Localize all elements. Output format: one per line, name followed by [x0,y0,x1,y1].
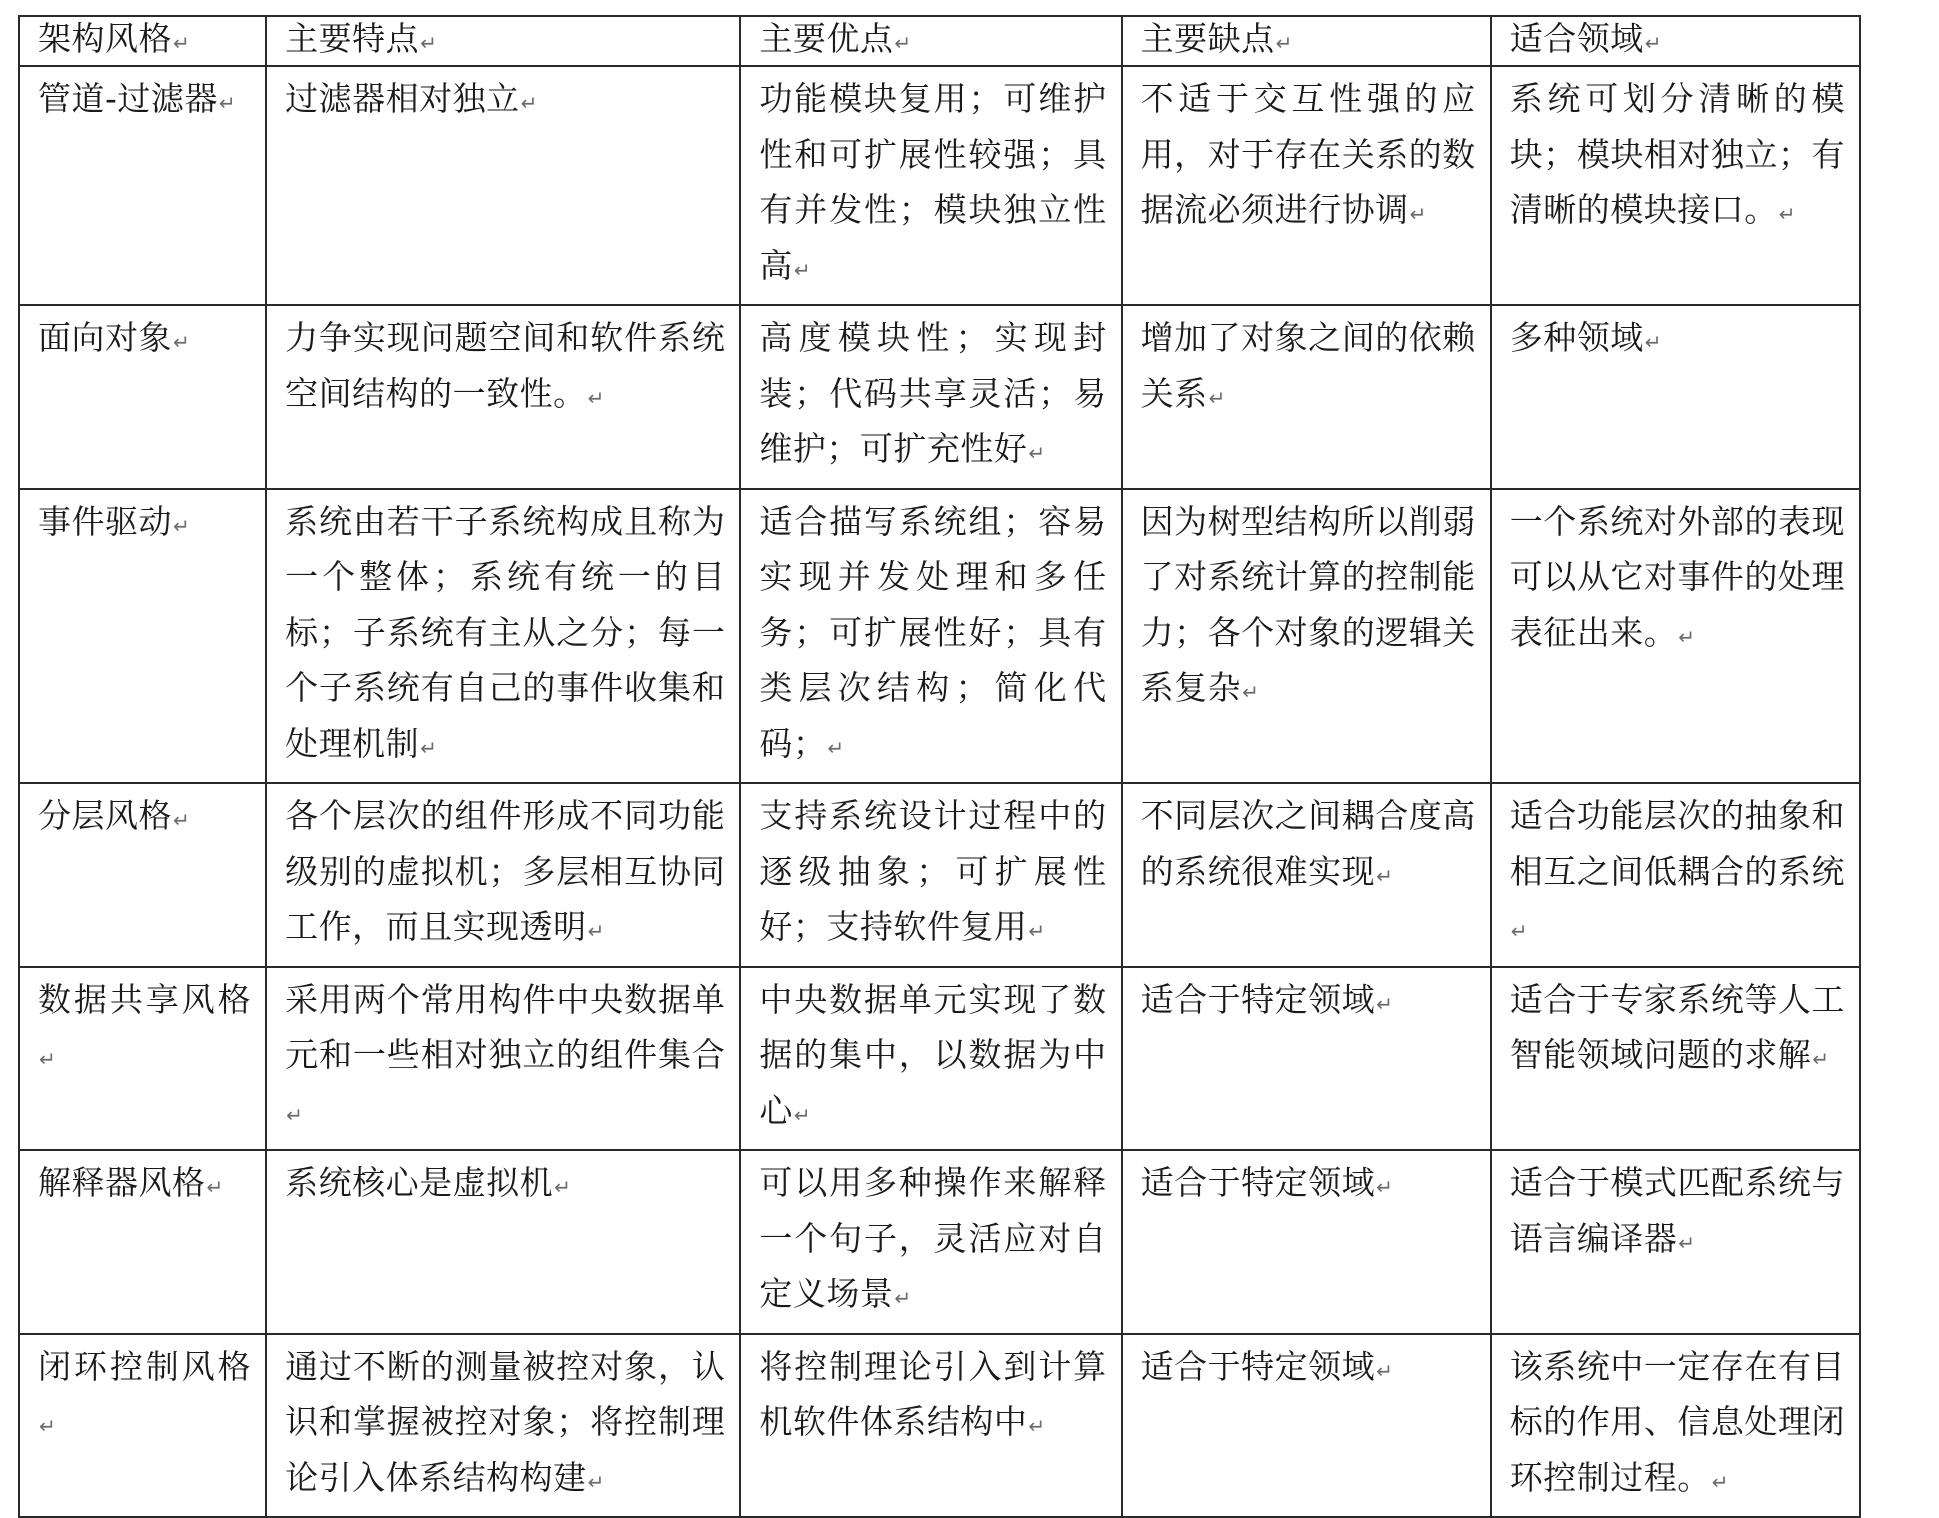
cell-features: 通过不断的测量被控对象，认识和掌握被控对象；将控制理论引入体系结构构建↵ [266,1334,740,1518]
cell-style: 管道-过滤器↵ [19,66,266,305]
paragraph-mark-icon: ↵ [286,1102,304,1127]
paragraph-mark-icon: ↵ [793,1102,812,1127]
table-row [19,967,1860,1151]
cell-style: 面向对象↵ [19,305,266,489]
paragraph-mark-icon: ↵ [1678,624,1696,649]
cell-advantages: 将控制理论引入到计算机软件体系结构中↵ [740,1334,1121,1518]
cell-advantages: 可以用多种操作来解释一个句子，灵活应对自定义场景↵ [740,1150,1121,1334]
cell-disadvantages: 适合于特定领域↵ [1122,1150,1491,1334]
paragraph-mark-icon: ↵ [1208,385,1226,410]
cell-style: 分层风格↵ [19,783,266,967]
cell-style: 闭环控制风格↵ [19,1334,266,1518]
paragraph-mark-icon: ↵ [206,1175,224,1199]
paragraph-mark-icon: ↵ [1242,680,1260,704]
paragraph-mark-icon: ↵ [173,513,191,538]
cell-disadvantages: 因为树型结构所以削弱了对系统计算的控制能力；各个对象的逻辑关系复杂↵ [1122,489,1491,784]
cell-advantages: 功能模块复用；可维护性和可扩展性较强；具有并发性；模块独立性高↵ [740,66,1121,305]
paragraph-mark-icon: ↵ [173,808,191,832]
cell-domains: 系统可划分清晰的模块；模块相对独立；有清晰的模块接口。↵ [1491,66,1860,305]
paragraph-mark-icon: ↵ [218,91,237,115]
paragraph-mark-icon: ↵ [587,919,605,943]
header-cell-disadvantages: 主要缺点↵ [1122,16,1491,66]
paragraph-mark-icon: ↵ [520,91,538,115]
cell-domains: 适合于专家系统等人工智能领域问题的求解↵ [1491,967,1860,1151]
paragraph-mark-icon: ↵ [1510,919,1529,943]
cell-features: 系统核心是虚拟机↵ [266,1150,740,1334]
paragraph-mark-icon: ↵ [39,1414,57,1438]
paragraph-mark-icon: ↵ [1376,1358,1394,1383]
cell-features: 采用两个常用构件中央数据单元和一些相对独立的组件集合↵ [266,967,740,1151]
table-row [19,66,1860,305]
paragraph-mark-icon: ↵ [39,1047,57,1071]
paragraph-mark-icon: ↵ [894,31,912,55]
cell-style: 数据共享风格↵ [19,967,266,1151]
paragraph-mark-icon: ↵ [1028,1414,1046,1438]
header-cell-features: 主要特点↵ [266,16,740,66]
table-row [19,783,1860,967]
cell-advantages: 支持系统设计过程中的逐级抽象；可扩展性好；支持软件复用↵ [740,783,1121,967]
cell-features: 力争实现问题空间和软件系统空间结构的一致性。↵ [266,305,740,489]
cell-features: 过滤器相对独立↵ [266,66,740,305]
paragraph-mark-icon: ↵ [793,257,812,282]
table-row [19,1334,1860,1518]
cell-style: 解释器风格↵ [19,1150,266,1334]
cell-features: 各个层次的组件形成不同功能级别的虚拟机；多层相互协同工作，而且实现透明↵ [266,783,740,967]
paragraph-mark-icon: ↵ [173,330,191,354]
paragraph-mark-icon: ↵ [1778,202,1797,226]
paragraph-mark-icon: ↵ [1409,202,1427,226]
cell-features: 系统由若干子系统构成且称为一个整体；系统有统一的目标；子系统有主从之分；每一个子系统有自己的事件收集和处理机制↵ [266,489,740,784]
table-row [19,1150,1860,1334]
paragraph-mark-icon: ↵ [827,735,845,760]
paragraph-mark-icon: ↵ [1711,1469,1730,1494]
cell-domains: 多种领域↵ [1491,305,1860,489]
table-row [19,305,1860,489]
cell-disadvantages: 不适于交互性强的应用，对于存在关系的数据流必须进行协调↵ [1122,66,1491,305]
paragraph-mark-icon: ↵ [1812,1047,1830,1071]
paragraph-mark-icon: ↵ [1376,863,1394,888]
cell-disadvantages: 适合于特定领域↵ [1122,1334,1491,1518]
paragraph-mark-icon: ↵ [1275,31,1293,55]
cell-domains: 适合功能层次的抽象和相互之间低耦合的系统↵ [1491,783,1860,967]
header-cell-domains: 适合领域↵ [1491,16,1860,66]
paragraph-mark-icon: ↵ [1376,991,1394,1016]
paragraph-mark-icon: ↵ [420,31,438,55]
cell-advantages: 高度模块性；实现封装；代码共享灵活；易维护；可扩充性好↵ [740,305,1121,489]
paragraph-mark-icon: ↵ [1376,1175,1394,1199]
paragraph-mark-icon: ↵ [587,385,605,410]
paragraph-mark-icon: ↵ [1028,441,1046,465]
cell-domains: 该系统中一定存在有目标的作用、信息处理闭环控制过程。↵ [1491,1334,1860,1518]
paragraph-mark-icon: ↵ [554,1175,572,1199]
table-row [19,489,1860,784]
cell-advantages: 中央数据单元实现了数据的集中，以数据为中心↵ [740,967,1121,1151]
cell-domains: 一个系统对外部的表现可以从它对事件的处理表征出来。↵ [1491,489,1860,784]
header-cell-advantages: 主要优点↵ [740,16,1121,66]
paragraph-mark-icon: ↵ [420,735,438,760]
paragraph-mark-icon: ↵ [1644,31,1663,55]
cell-disadvantages: 增加了对象之间的依赖关系↵ [1122,305,1491,489]
cell-disadvantages: 不同层次之间耦合度高的系统很难实现↵ [1122,783,1491,967]
paragraph-mark-icon: ↵ [587,1469,605,1494]
table-header-row [19,16,1860,66]
paragraph-mark-icon: ↵ [1678,1230,1696,1255]
paragraph-mark-icon: ↵ [1028,919,1046,943]
cell-disadvantages: 适合于特定领域↵ [1122,967,1491,1151]
architecture-styles-table [18,15,1861,1518]
cell-domains: 适合于模式匹配系统与语言编译器↵ [1491,1150,1860,1334]
cell-advantages: 适合描写系统组；容易实现并发处理和多任务；可扩展性好；具有类层次结构；简化代码；↵ [740,489,1121,784]
paragraph-mark-icon: ↵ [894,1286,912,1310]
header-cell-style: 架构风格↵ [19,16,266,66]
paragraph-mark-icon: ↵ [173,31,191,55]
cell-style: 事件驱动↵ [19,489,266,784]
paragraph-mark-icon: ↵ [1644,330,1663,354]
